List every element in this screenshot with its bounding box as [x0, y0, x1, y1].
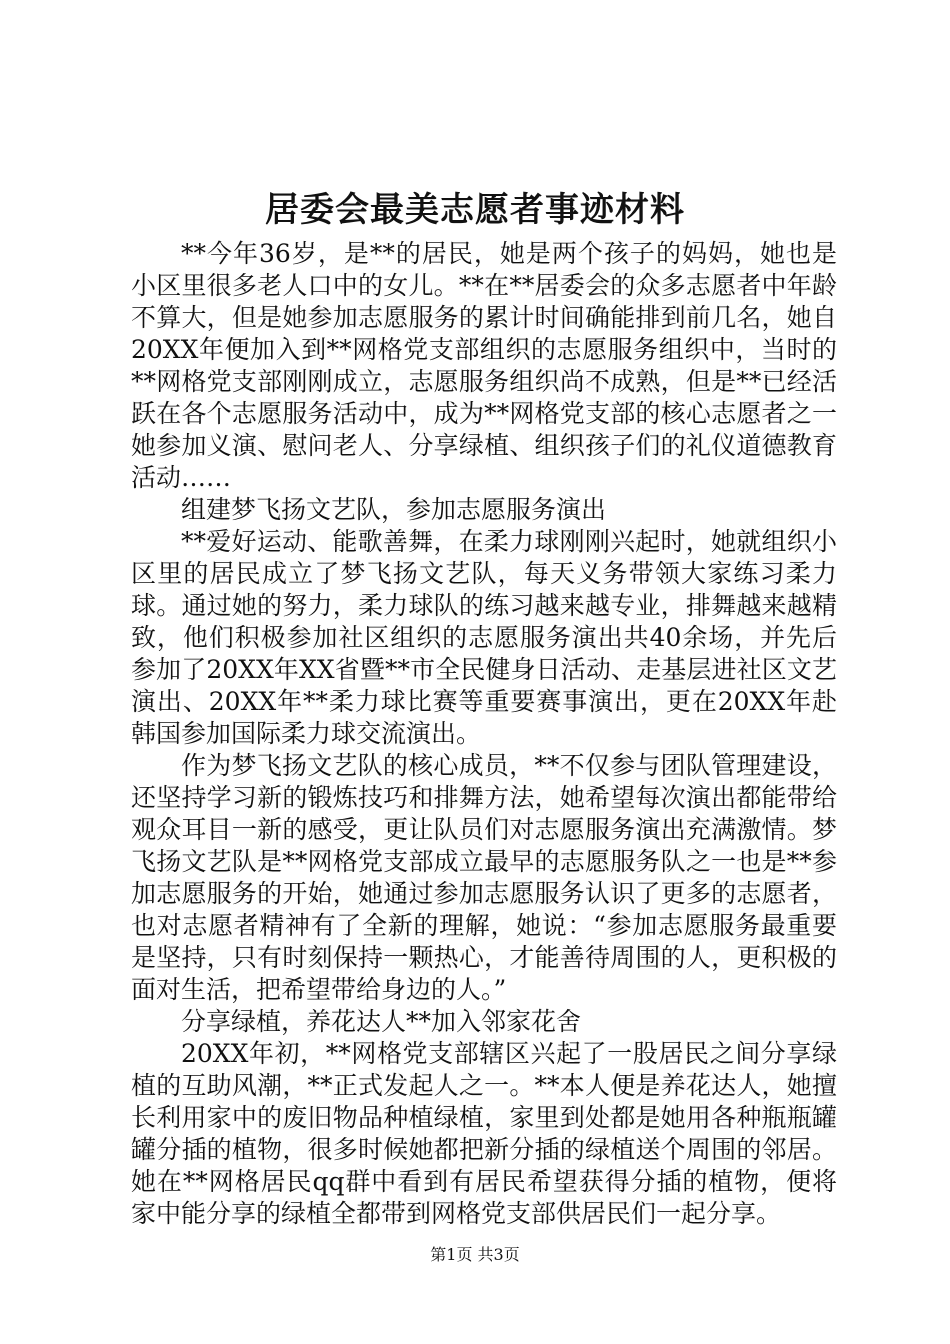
document-body: [131, 238, 837, 1230]
paragraph-core-member: 作为梦飞扬文艺队的核心成员，**不仅参与团队管理建设，还坚持学习新的锻炼技巧和排舞方法，她希望每次演出都能带给观众耳目一新的感受，更让队员们对志愿服务演出充满激情。梦飞扬文艺队是**网格党支部成立最早的志愿服务队之一也是**参加志愿服务的开始，她通过参加志愿服务认识了更多的志愿者，也对志愿者精神有了全新的理解，她说：“参加志愿服务最重要是坚持，只有时刻保持一颗热心，才能善待周围的人，更积极的面对生活，把希望带给身边的人。”: [131, 751, 837, 1004]
page-number-footer: 第1页 共3页: [430, 1245, 520, 1264]
paragraph-art-team: **爱好运动、能歌善舞，在柔力球刚刚兴起时，她就组织小区里的居民成立了梦飞扬文艺队，每天义务带领大家练习柔力球。通过她的努力，柔力球队的练习越来越专业，排舞越来越精致，他们积极参加社区组织的志愿服务演出共40余场，并先后参加了20XX年XX省暨**市全民健身日活动、走基层进社区文艺演出、20XX年**柔力球比赛等重要赛事演出，更在20XX年赴韩国参加国际柔力球交流演出。: [131, 527, 837, 748]
paragraph-plants: 20XX年初，**网格党支部辖区兴起了一股居民之间分享绿植的互助风潮，**正式发起人之一。**本人便是养花达人，她擅长利用家中的废旧物品种植绿植，家里到处都是她用各种瓶瓶罐罐分插的植物，很多时候她都把新分插的绿植送个周围的邻居。她在**网格居民qq群中看到有居民希望获得分插的植物，便将家中能分享的绿植全都带到网格党支部供居民们一起分享。: [131, 1039, 837, 1228]
document-title: 居委会最美志愿者事迹材料: [265, 190, 685, 230]
paragraph-intro: **今年36岁，是**的居民，她是两个孩子的妈妈，她也是小区里很多老人口中的女儿。**在**居委会的众多志愿者中年龄不算大，但是她参加志愿服务的累计时间确能排到前几名，她自20XX年便加入到**网格党支部组织的志愿服务组织中，当时的**网格党支部刚刚成立，志愿服务组织尚不成熟，但是**已经活跃在各个志愿服务活动中，成为**网格党支部的核心志愿者之一她参加义演、慰问老人、分享绿植、组织孩子们的礼仪道德教育活动……: [131, 239, 837, 492]
section-heading-plants: 分享绿植，养花达人**加入邻家花舍: [181, 1007, 582, 1036]
section-heading-art-team: 组建梦飞扬文艺队，参加志愿服务演出: [181, 495, 607, 524]
